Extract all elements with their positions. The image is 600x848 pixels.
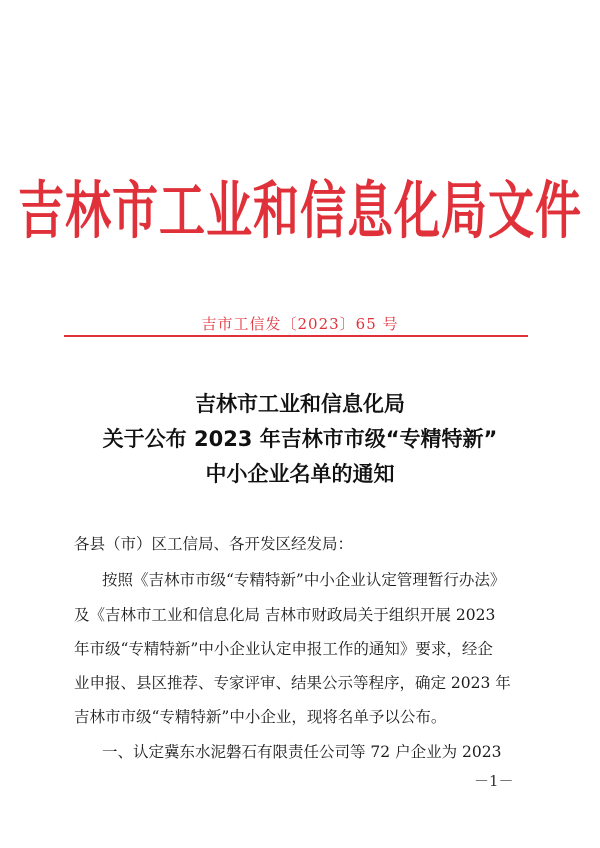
notice-title-line-2: 关于公布 2023 年吉林市市级“专精特新” — [102, 427, 498, 451]
body-text-line: 按照《吉林市市级“专精特新”中小企业认定管理暂行办法》 — [102, 571, 506, 589]
salutation: 各县（市）区工信局、各开发区经发局： — [74, 535, 354, 553]
red-header-title: 吉林市工业和信息化局文件 — [18, 174, 582, 248]
body-text-line: 一、认定冀东水泥磐石有限责任公司等 72 户企业为 2023 — [102, 743, 502, 761]
body-text-line: 业申报、县区推荐、专家评审、结果公示等程序，确定 2023 年 — [74, 674, 511, 692]
body-text-line: 吉林市市级“专精特新”中小企业，现将名单予以公布。 — [74, 708, 447, 726]
notice-title-line-3: 中小企业名单的通知 — [205, 462, 395, 486]
red-divider-line — [64, 335, 528, 337]
body-text-line: 年市级“专精特新”中小企业认定申报工作的通知》要求，经企 — [74, 640, 493, 658]
notice-title-line-1: 吉林市工业和信息化局 — [195, 392, 405, 416]
document-number: 吉市工信发〔2023〕65 号 — [201, 315, 399, 333]
page-number: －1－ — [474, 772, 514, 790]
body-text-line: 及《吉林市工业和信息化局 吉林市财政局关于组织开展 2023 — [74, 606, 496, 624]
